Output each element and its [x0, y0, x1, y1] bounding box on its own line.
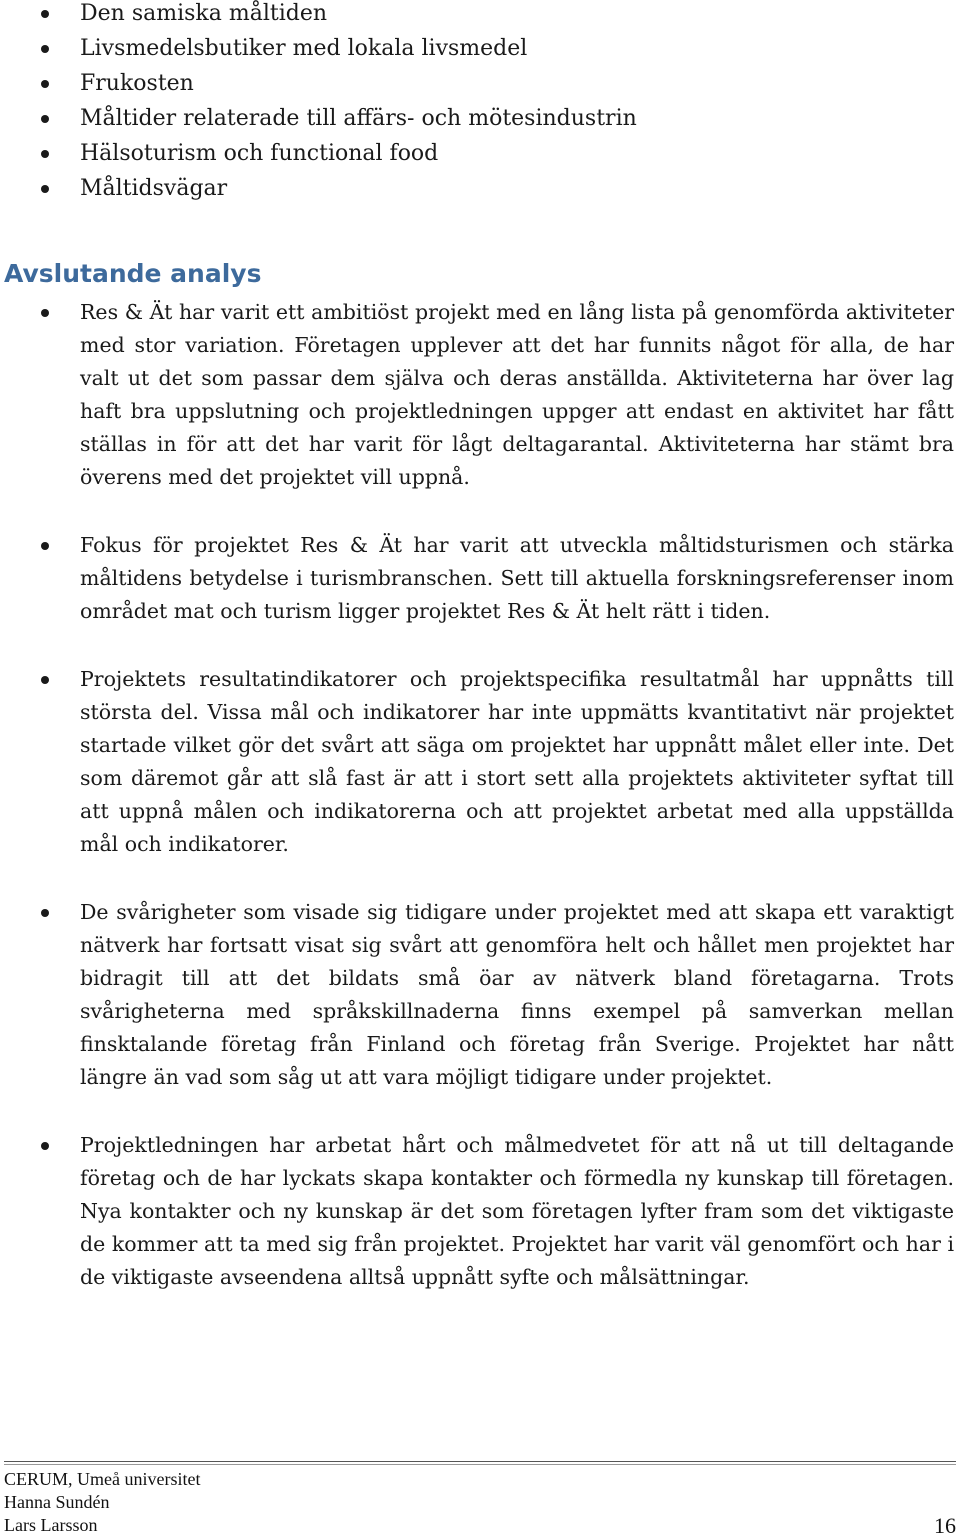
footer-author: Hanna Sundén: [4, 1492, 110, 1512]
list-item: Måltidsvägar: [0, 171, 960, 206]
analysis-paragraph: Fokus för projektet Res & Ät har varit att utveckla måltidsturismen och stärka måltidens betydelse i turismbranschen. Sett till aktuella forskningsreferenser inom området mat och turism ligger projektet Res & Ät helt rätt i tiden.: [0, 529, 960, 628]
page-number: 16: [934, 1513, 956, 1538]
list-item: Livsmedelsbutiker med lokala livsmedel: [0, 31, 960, 66]
topic-bullet-list: [0, 0, 960, 206]
page-footer: [4, 1468, 956, 1537]
footer-organization: CERUM, Umeå universitet: [4, 1469, 201, 1489]
analysis-paragraph: Projektets resultatindikatorer och projektspecifika resultatmål har uppnåtts till största del. Vissa mål och indikatorer har inte uppmätts kvantitativt när projektet startade vilket gör det svårt att säga om projektet har uppnått målet eller inte. Det som däremot går att slå fast är att i stort sett alla projektets aktiviteter syftat till att uppnå målen och indikatorerna och att projektet arbetat med alla uppställda mål och indikatorer.: [0, 663, 960, 861]
analysis-paragraph: De svårigheter som visade sig tidigare under projektet med att skapa ett varaktigt nätverk har fortsatt visat sig svårt att genomföra helt och hållet men projektet har bidragit till att det bildats små öar av nätverk bland företagarna. Trots svårigheterna med språkskillnaderna finns exempel på samverkan mellan finsktalande företag från Finland och företag från Sverige. Projektet har nått längre än vad som såg ut att vara möjligt tidigare under projektet.: [0, 896, 960, 1094]
list-item: Måltider relaterade till affärs- och mötesindustrin: [0, 101, 960, 136]
footer-divider: [4, 1461, 956, 1462]
analysis-paragraph: Projektledningen har arbetat hårt och målmedvetet för att nå ut till deltagande företag och de har lyckats skapa kontakter och förmedla ny kunskap till företagen. Nya kontakter och ny kunskap är det som företagen lyfter fram som det viktigaste de kommer att ta med sig från projektet. Projektet har varit väl genomfört och har i de viktigaste avseendena alltså uppnått syfte och målsättningar.: [0, 1129, 960, 1294]
footer-author: Lars Larsson: [4, 1515, 98, 1535]
list-item: Den samiska måltiden: [0, 0, 960, 31]
footer-divider: [4, 1464, 956, 1465]
section-heading: Avslutande analys: [4, 259, 262, 288]
list-item: Hälsoturism och functional food: [0, 136, 960, 171]
list-item: Frukosten: [0, 66, 960, 101]
analysis-paragraph: Res & Ät har varit ett ambitiöst projekt med en lång lista på genomförda aktiviteter med stor variation. Företagen upplever att det har funnits något för alla, de har valt ut det som passar dem själva och deras anställda. Aktiviteterna har över lag haft bra uppslutning och projektledningen uppger att endast en aktivitet har fått ställas in för att det har varit för lågt deltagarantal. Aktiviteterna har stämt bra överens med det projektet vill uppnå.: [0, 296, 960, 494]
analysis-bullet-list: [0, 296, 960, 1329]
